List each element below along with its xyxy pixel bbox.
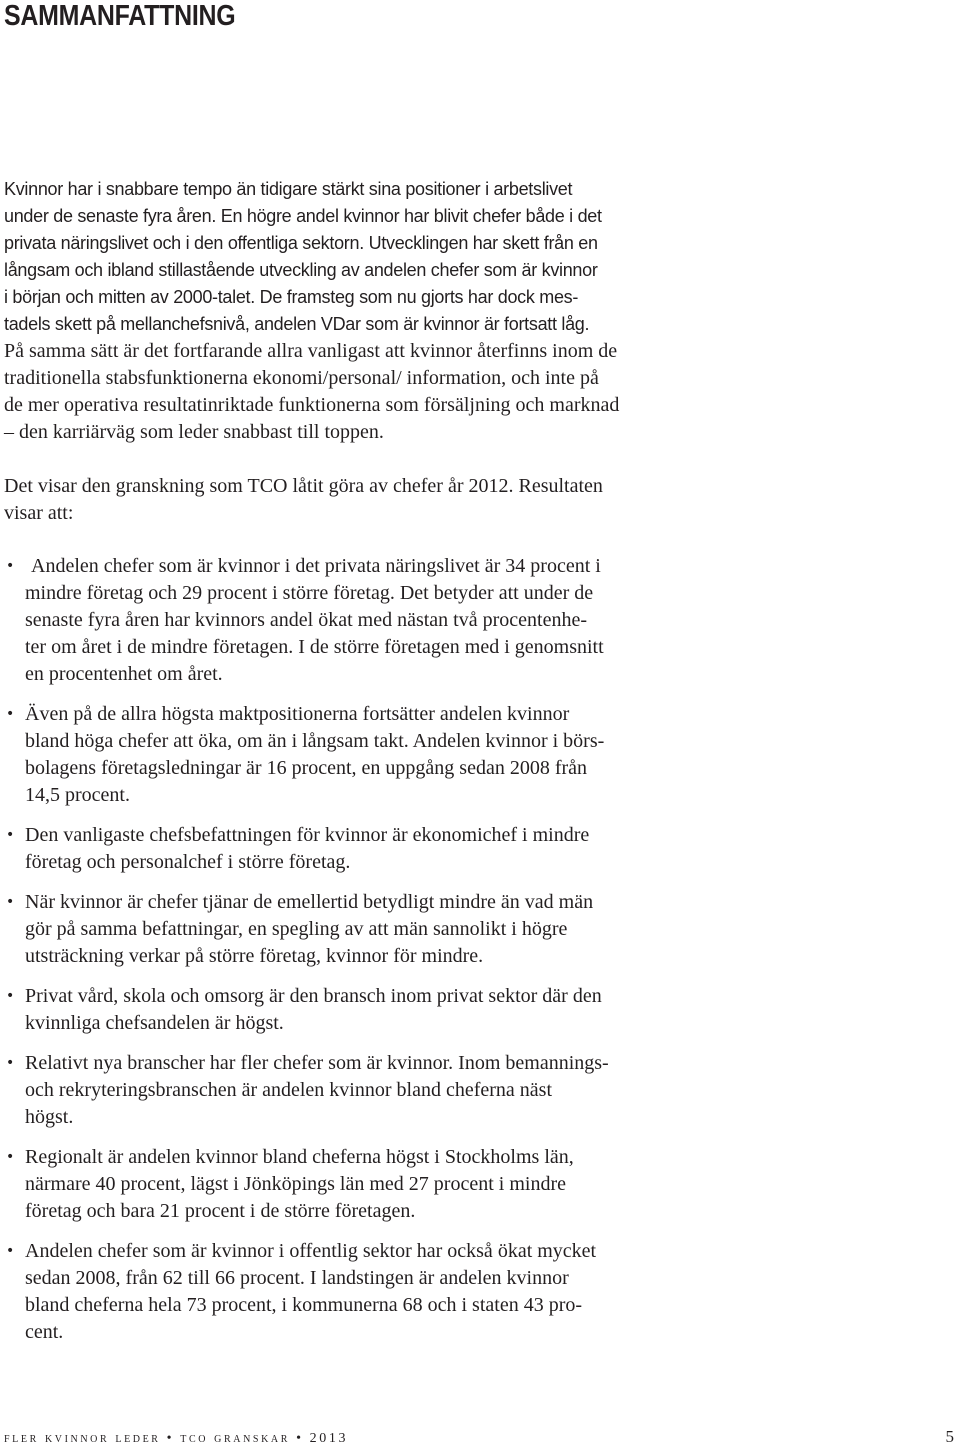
finding-line: företag och bara 21 procent i de större företagen.: [25, 1200, 416, 1222]
bullet-icon: •: [6, 1243, 15, 1259]
bullet-icon: •: [6, 827, 15, 843]
finding-private-sector-share: [0, 553, 960, 688]
finding-common-positions: [0, 822, 960, 876]
finding-line: kvinnliga chefsandelen är högst.: [25, 1012, 284, 1034]
finding-private-care: [0, 983, 960, 1037]
intro-line: traditionella stabsfunktionerna ekonomi/personal/ information, och inte på: [4, 367, 599, 389]
finding-line: sedan 2008, från 62 till 66 procent. I landstingen är andelen kvinnor: [25, 1267, 569, 1289]
finding-line: Andelen chefer som är kvinnor i offentlig sektor har också ökat mycket: [25, 1240, 597, 1262]
finding-line: Den vanligaste chefsbefattningen för kvinnor är ekonomichef i mindre: [25, 824, 590, 846]
finding-line: bland höga chefer att öka, om än i långsam takt. Andelen kvinnor i börs-: [25, 730, 605, 752]
bullet-icon: •: [6, 988, 15, 1004]
finding-line: Regionalt är andelen kvinnor bland cheferna högst i Stockholms län,: [25, 1146, 574, 1168]
finding-line: ter om året i de mindre företagen. I de större företagen med i genomsnitt: [25, 636, 604, 658]
intro-line: På samma sätt är det fortfarande allra vanligast att kvinnor återfinns inom de: [4, 340, 618, 362]
finding-line: företag och personalchef i större företag.: [25, 851, 351, 873]
page-number: 5: [945, 1427, 954, 1446]
intro-line: långsam och ibland stillastående utveckling av andelen chefer som är kvinnor: [4, 260, 598, 280]
finding-top-positions: [0, 701, 960, 809]
finding-line: 14,5 procent.: [25, 784, 130, 806]
finding-line: Andelen chefer som är kvinnor i det privata näringslivet är 34 procent i: [31, 555, 601, 577]
bullet-icon: •: [6, 894, 15, 910]
results-intro-paragraph: [4, 473, 954, 527]
finding-line: och rekryteringsbranschen är andelen kvinnor bland cheferna näst: [25, 1079, 553, 1101]
intro-line: – den karriärväg som leder snabbast till toppen.: [4, 421, 384, 443]
finding-line: cent.: [25, 1321, 64, 1343]
intro-line: de mer operativa resultatinriktade funktionerna som försäljning och marknad: [4, 394, 620, 416]
finding-line: När kvinnor är chefer tjänar de emellertid betydligt mindre än vad män: [25, 891, 594, 913]
footer-publication: fler kvinnor leder • tco granskar • 2013: [4, 1431, 349, 1446]
finding-line: gör på samma befattningar, en spegling av att män sannolikt i högre: [25, 918, 568, 940]
finding-line: bland cheferna hela 73 procent, i kommunerna 68 och i staten 43 pro-: [25, 1294, 583, 1316]
finding-line: utsträckning verkar på större företag, kvinnor för mindre.: [25, 945, 484, 967]
results-intro-line: visar att:: [4, 502, 74, 524]
results-intro-line: Det visar den granskning som TCO låtit göra av chefer år 2012. Resultaten: [4, 475, 603, 497]
finding-pay-gap: [0, 889, 960, 970]
findings-list: [0, 553, 960, 1359]
intro-line: Kvinnor har i snabbare tempo än tidigare stärkt sina positioner i arbetslivet: [4, 179, 573, 199]
intro-line: i början och mitten av 2000-talet. De framsteg som nu gjorts har dock mes-: [4, 287, 579, 307]
finding-line: högst.: [25, 1106, 74, 1128]
finding-line: Även på de allra högsta maktpositionerna fortsätter andelen kvinnor: [25, 703, 570, 725]
bullet-icon: •: [6, 558, 15, 574]
intro-paragraph: [4, 176, 954, 446]
finding-line: en procentenhet om året.: [25, 663, 223, 685]
finding-line: Relativt nya branscher har fler chefer som är kvinnor. Inom bemannings-: [25, 1052, 609, 1074]
intro-line: privata näringslivet och i den offentliga sektorn. Utvecklingen har skett från en: [4, 233, 598, 253]
finding-public-sector: [0, 1238, 960, 1346]
bullet-icon: •: [6, 706, 15, 722]
finding-line: senaste fyra åren har kvinnors andel ökat med nästan två procentenhe-: [25, 609, 587, 631]
page-title: SAMMANFATTNING: [4, 0, 236, 32]
finding-line: närmare 40 procent, lägst i Jönköpings län med 27 procent i mindre: [25, 1173, 566, 1195]
finding-line: mindre företag och 29 procent i större företag. Det betyder att under de: [25, 582, 594, 604]
finding-new-industries: [0, 1050, 960, 1131]
bullet-icon: •: [6, 1149, 15, 1165]
intro-line: tadels skett på mellanchefsnivå, andelen VDar som är kvinnor är fortsatt låg.: [4, 314, 590, 334]
finding-line: bolagens företagsledningar är 16 procent, en uppgång sedan 2008 från: [25, 757, 588, 779]
finding-line: Privat vård, skola och omsorg är den bransch inom privat sektor där den: [25, 985, 602, 1007]
finding-regional: [0, 1144, 960, 1225]
bullet-icon: •: [6, 1055, 15, 1071]
intro-line: under de senaste fyra åren. En högre andel kvinnor har blivit chefer både i det: [4, 206, 602, 226]
